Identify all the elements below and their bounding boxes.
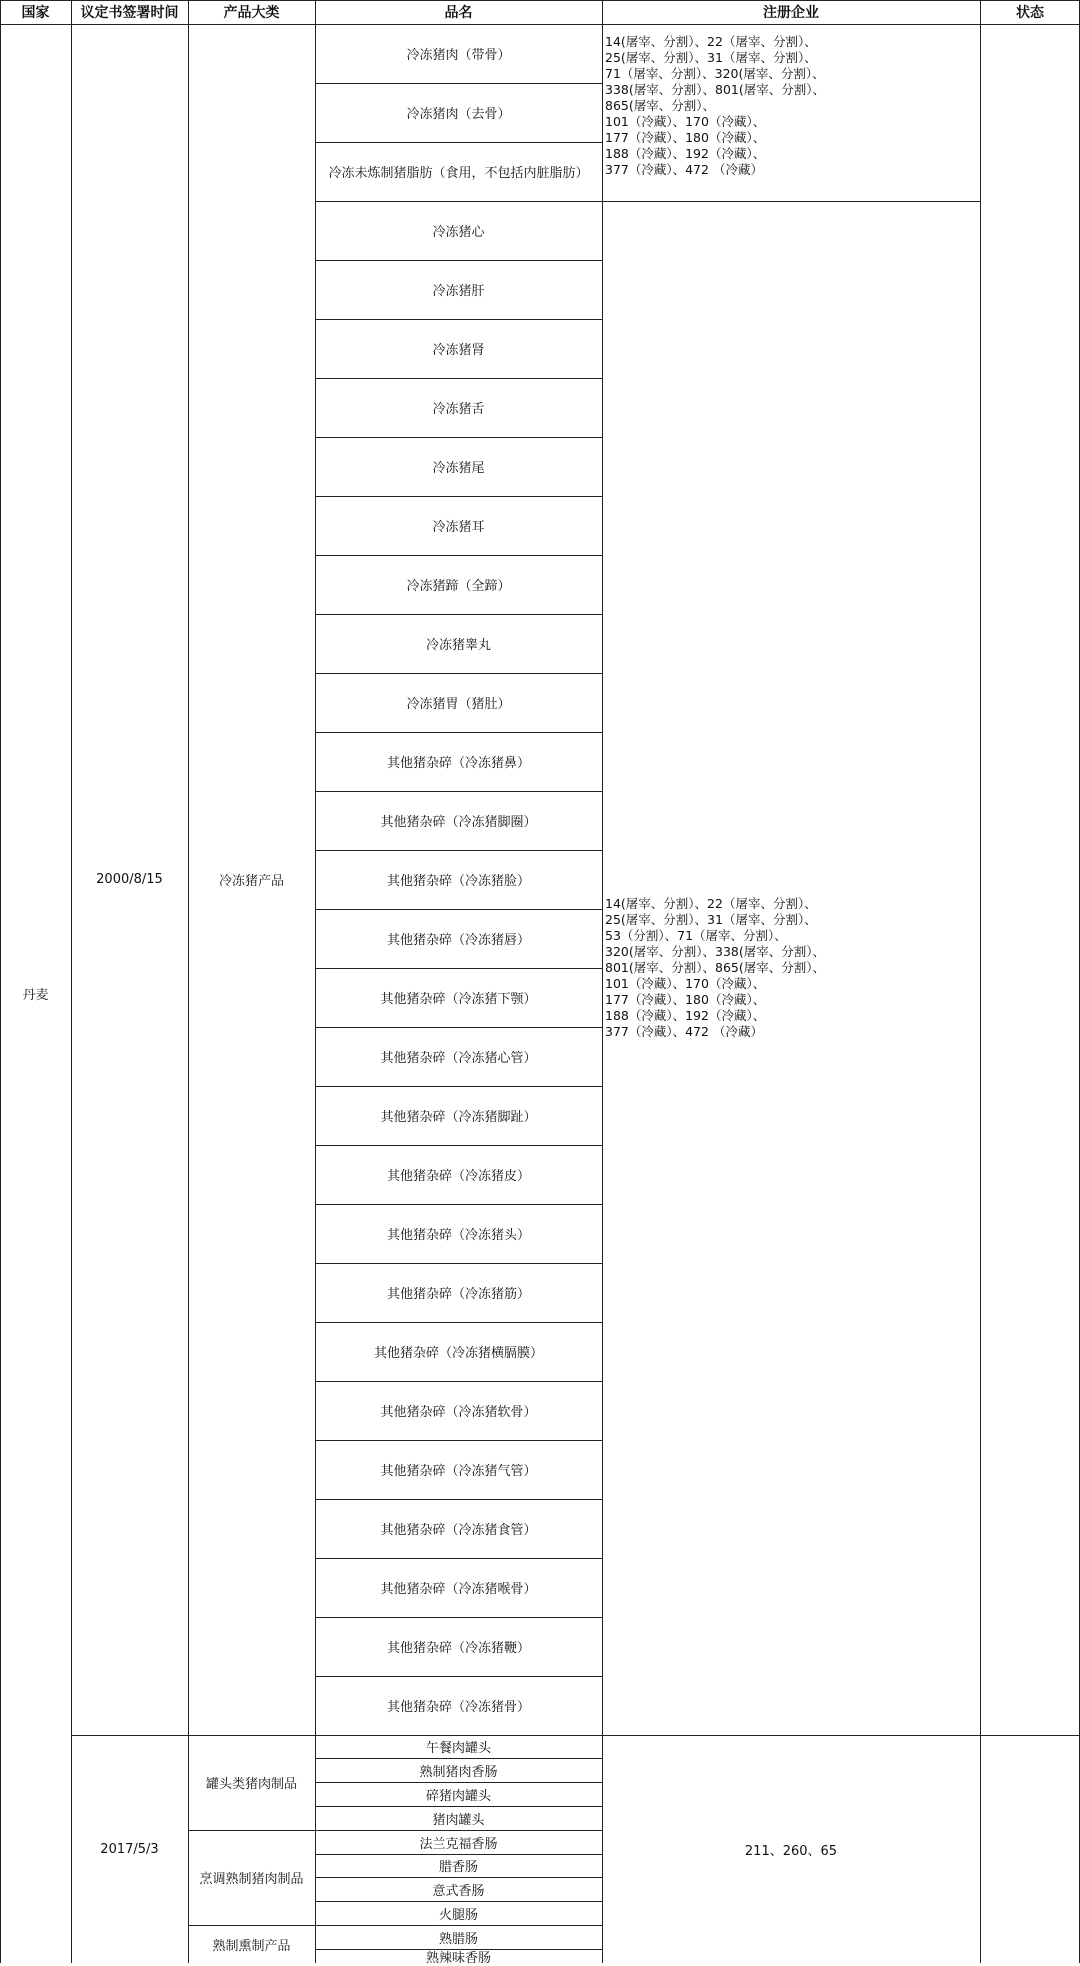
product-cell: 冷冻猪睾丸: [425, 638, 491, 653]
grid-line: [602, 0, 603, 1963]
grid-line: [315, 1145, 602, 1146]
product-cell: 冷冻猪肉（带骨）: [406, 48, 511, 63]
grid-line: [315, 968, 602, 969]
grid-line: [315, 1027, 602, 1028]
grid-line: [315, 555, 602, 556]
product-cell: 其他猪杂碎（冷冻猪心管）: [380, 1051, 537, 1066]
grid-line: [315, 260, 602, 261]
product-cell: 冷冻猪胃（猪肚）: [406, 697, 511, 712]
grid-line: [315, 850, 602, 851]
grid-line: [315, 1322, 602, 1323]
product-cell: 熟腊肠: [438, 1931, 478, 1947]
grid-line: [315, 0, 316, 1963]
product-cell: 冷冻猪蹄（全蹄）: [406, 579, 511, 594]
grid-line: [315, 614, 602, 615]
product-cell: 冷冻猪耳: [432, 520, 485, 535]
grid-line: [315, 1806, 602, 1807]
product-cell: 其他猪杂碎（冷冻猪气管）: [380, 1464, 537, 1479]
category-cell: 熟制熏制产品: [212, 1938, 291, 1954]
category-cell: 冷冻猪产品: [218, 874, 284, 889]
header-category: 产品大类: [223, 5, 280, 21]
product-cell: 碎猪肉罐头: [425, 1788, 491, 1804]
product-cell: 冷冻未炼制猪脂肪（食用，不包括内脏脂肪）: [328, 166, 589, 181]
product-cell: 冷冻猪心: [432, 225, 485, 240]
header-status: 状态: [1016, 5, 1044, 21]
grid-line: [315, 673, 602, 674]
grid-line: [315, 1263, 602, 1264]
product-cell: 冷冻猪舌: [432, 402, 485, 417]
product-cell: 其他猪杂碎（冷冻猪鞭）: [386, 1641, 530, 1656]
grid-line: [315, 791, 602, 792]
grid-line: [315, 1499, 602, 1500]
header-sign-date: 议定书签署时间: [80, 5, 179, 21]
grid-line: [315, 1617, 602, 1618]
product-cell: 其他猪杂碎（冷冻猪脚趾）: [380, 1110, 537, 1125]
product-cell: 冷冻猪肉（去骨）: [406, 107, 511, 122]
grid-line: [315, 201, 602, 202]
product-cell: 冷冻猪肝: [432, 284, 485, 299]
product-cell: 其他猪杂碎（冷冻猪软骨）: [380, 1405, 537, 1420]
sign-date-cell: 2000/8/15: [96, 872, 163, 887]
grid-line: [315, 1676, 602, 1677]
header-enterprise: 注册企业: [763, 5, 819, 21]
grid-line: [315, 1440, 602, 1441]
grid-line: [602, 201, 980, 202]
product-cell: 其他猪杂碎（冷冻猪骨）: [386, 1700, 530, 1715]
grid-line: [315, 1901, 602, 1902]
grid-line: [315, 1381, 602, 1382]
product-cell: 其他猪杂碎（冷冻猪筋）: [386, 1287, 530, 1302]
grid-line: [315, 496, 602, 497]
product-cell: 其他猪杂碎（冷冻猪下颚）: [380, 992, 537, 1007]
grid-line: [71, 0, 72, 1963]
product-cell: 其他猪杂碎（冷冻猪喉骨）: [380, 1582, 537, 1597]
sign-date-cell: 2017/5/3: [100, 1841, 159, 1857]
product-cell: 火腿肠: [438, 1907, 478, 1923]
grid-line: [315, 437, 602, 438]
grid-line: [315, 1949, 602, 1950]
product-cell: 熟制猪肉香肠: [419, 1765, 498, 1781]
status-cell: [980, 24, 1080, 1735]
enterprise-cell: 211、260、65: [744, 1843, 838, 1859]
grid-line: [315, 142, 602, 143]
product-cell: 冷冻猪尾: [432, 461, 485, 476]
grid-line: [315, 1086, 602, 1087]
status-cell: [980, 1735, 1080, 1963]
grid-line: [315, 1782, 602, 1783]
grid-line: [315, 1877, 602, 1878]
grid-line: [315, 319, 602, 320]
product-cell: 腊香肠: [438, 1860, 478, 1876]
grid-line: [980, 0, 981, 1963]
grid-line: [315, 1558, 602, 1559]
grid-line: [0, 0, 1, 1963]
grid-line: [315, 378, 602, 379]
grid-line: [315, 1854, 602, 1855]
product-cell: 其他猪杂碎（冷冻猪脚圈）: [380, 815, 537, 830]
category-cell: 烹调熟制猪肉制品: [199, 1872, 304, 1888]
grid-line: [315, 732, 602, 733]
country-cell: 丹麦: [22, 988, 49, 1003]
grid-line: [71, 1735, 1080, 1736]
header-product: 品名: [444, 5, 473, 21]
product-cell: 其他猪杂碎（冷冻猪脸）: [386, 874, 530, 889]
product-cell: 冷冻猪肾: [432, 343, 485, 358]
grid-line: [315, 1204, 602, 1205]
product-cell: 意式香肠: [432, 1884, 485, 1900]
product-cell: 熟辣味香肠: [425, 1950, 491, 1966]
header-country: 国家: [21, 5, 50, 21]
product-cell: 其他猪杂碎（冷冻猪食管）: [380, 1523, 537, 1538]
product-cell: 其他猪杂碎（冷冻猪唇）: [386, 933, 530, 948]
product-cell: 法兰克福香肠: [419, 1836, 498, 1852]
product-cell: 其他猪杂碎（冷冻猪皮）: [386, 1169, 530, 1184]
product-cell: 其他猪杂碎（冷冻猪鼻）: [386, 756, 530, 771]
product-cell: 猪肉罐头: [432, 1812, 485, 1828]
grid-line: [315, 1758, 602, 1759]
grid-line: [0, 24, 1080, 25]
grid-line: [188, 0, 189, 1963]
product-cell: 午餐肉罐头: [425, 1741, 491, 1757]
product-cell: 其他猪杂碎（冷冻猪横膈膜）: [373, 1346, 543, 1361]
product-cell: 其他猪杂碎（冷冻猪头）: [386, 1228, 530, 1243]
enterprise-cell: 14(屠宰、分割）、22（屠宰、分割）、 25(屠宰、分割）、31（屠宰、分割）、 53（分割）、71（屠宰、分割）、 320(屠宰、分割）、338(屠宰、分割）、 801(屠宰、分割）、865(屠宰、分割）、 101（冷藏）、170（冷藏）、 177（冷藏）、180（冷藏）、 188（冷藏）、192（冷藏）、 377（冷藏）、472 （冷藏）: [605, 896, 825, 1039]
grid-line: [0, 0, 1080, 1]
grid-line: [315, 909, 602, 910]
enterprise-cell: 14(屠宰、分割）、22（屠宰、分割）、 25(屠宰、分割）、31（屠宰、分割）、 71（屠宰、分割）、320(屠宰、分割）、 338(屠宰、分割）、801(屠宰、分割）、 865(屠宰、分割）、 101（冷藏）、170（冷藏）、 177（冷藏）、180（冷藏）、 188（冷藏）、192（冷藏）、 377（冷藏）、472 （冷藏）: [605, 34, 825, 177]
category-cell: 罐头类猪肉制品: [205, 1777, 297, 1793]
grid-line: [315, 83, 602, 84]
